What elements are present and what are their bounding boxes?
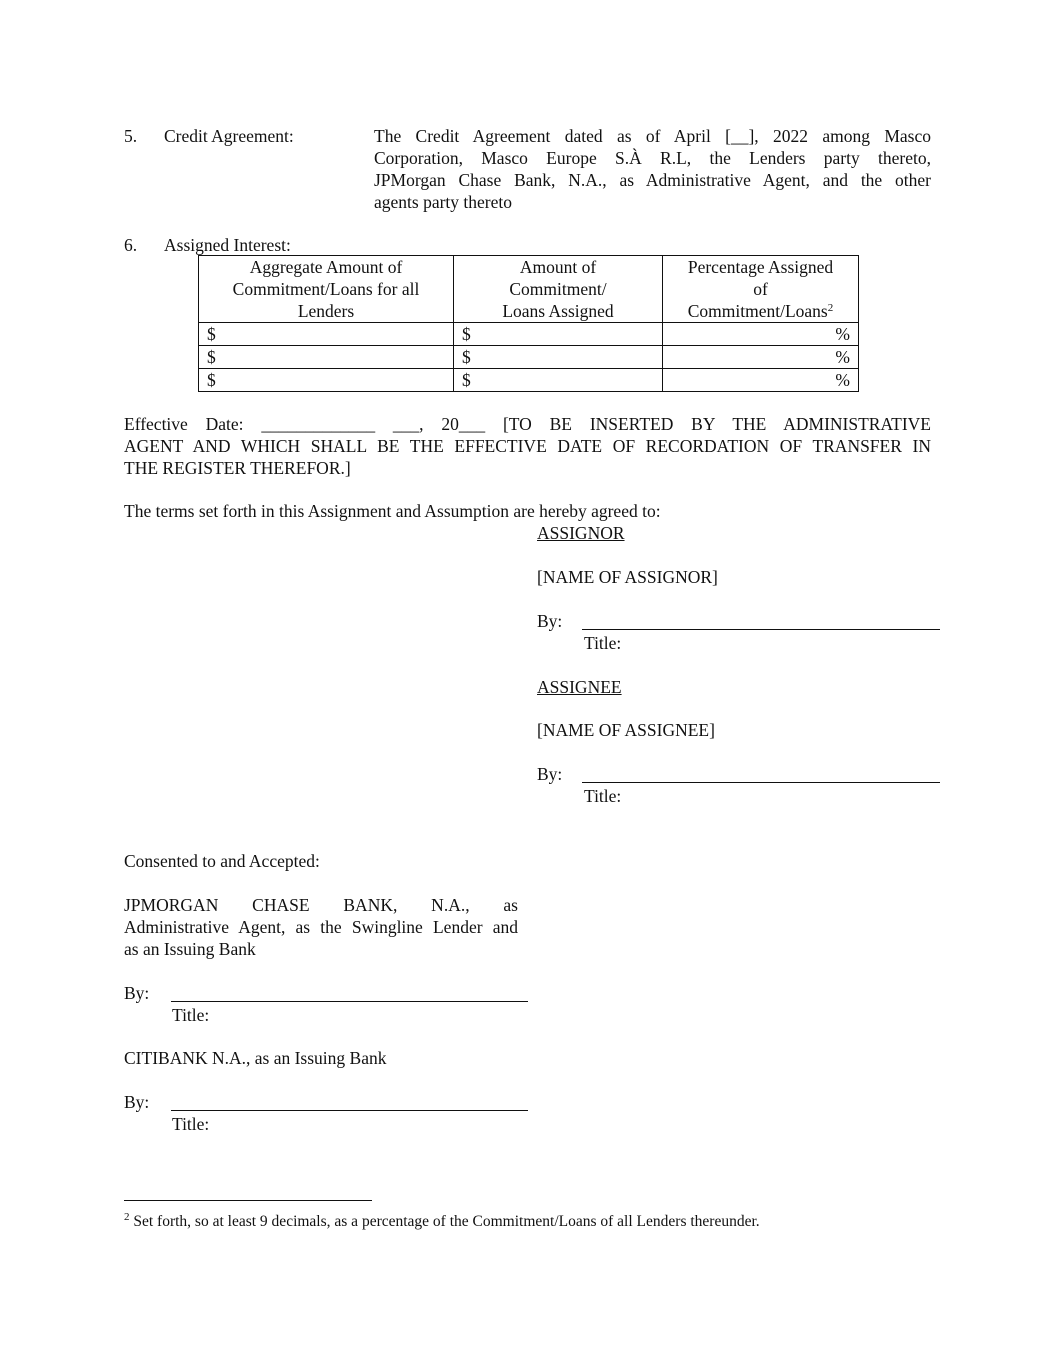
jpm-line-1: JPMORGAN CHASE BANK, N.A., as	[124, 895, 518, 915]
cell-assigned: $	[454, 323, 663, 346]
cell-percentage: %	[663, 346, 859, 369]
assignee-name: [NAME OF ASSIGNEE]	[537, 720, 715, 740]
jpm-title-label: Title:	[172, 1005, 210, 1025]
citi-name: CITIBANK N.A., as an Issuing Bank	[124, 1048, 387, 1068]
citi-by-label: By:	[124, 1092, 150, 1112]
credit-agreement-line-3: JPMorgan Chase Bank, N.A., as Administrative Agent, and the other	[374, 170, 931, 190]
assigned-interest-table	[198, 255, 859, 392]
header-aggregate-line: Lenders	[297, 301, 355, 321]
citi-signature-line[interactable]	[171, 1110, 528, 1111]
header-amount-line: Commitment/	[509, 279, 607, 299]
assignee-heading: ASSIGNEE	[537, 677, 622, 697]
effective-date-line-3: THE REGISTER THEREFOR.]	[124, 458, 351, 478]
jpm-line-3: as an Issuing Bank	[124, 939, 256, 959]
header-aggregate	[199, 256, 454, 323]
header-aggregate-line: Aggregate Amount of	[249, 257, 403, 277]
footnote-marker: 2	[124, 1211, 130, 1223]
agreement-intro: The terms set forth in this Assignment and Assumption are hereby agreed to:	[124, 501, 661, 521]
section-6-number: 6.	[124, 235, 138, 255]
table-row	[199, 369, 859, 392]
header-amount-assigned	[454, 256, 663, 323]
footnote-text: Set forth, so at least 9 decimals, as a percentage of the Commitment/Loans of all Lenders thereunder.	[129, 1213, 760, 1230]
effective-date-line-1: Effective Date: _____________ ___, 20___ [TO BE INSERTED BY THE ADMINISTRATIVE	[124, 414, 931, 434]
citi-title-label: Title:	[172, 1114, 210, 1134]
footnote	[124, 1211, 760, 1233]
jpm-signature-line[interactable]	[171, 1001, 528, 1002]
table-row	[199, 346, 859, 369]
section-6-label: Assigned Interest:	[164, 235, 291, 255]
header-percentage-line: Percentage Assigned	[687, 257, 834, 277]
credit-agreement-line-1: The Credit Agreement dated as of April [__], 2022 among Masco	[374, 126, 931, 146]
credit-agreement-line-4: agents party thereto	[374, 192, 513, 212]
header-percentage-text: Commitment/Loans	[687, 301, 828, 321]
assignor-by-label: By:	[537, 611, 563, 631]
section-5-label: Credit Agreement:	[164, 126, 294, 146]
table-header-row	[199, 256, 859, 323]
jpm-by-label: By:	[124, 983, 150, 1003]
assignee-signature-line[interactable]	[582, 782, 940, 783]
footnote-ref-2: 2	[827, 302, 834, 314]
cell-aggregate: $	[199, 323, 454, 346]
header-aggregate-line: Commitment/Loans for all	[232, 279, 420, 299]
section-5-number: 5.	[124, 126, 138, 146]
header-amount-line: Loans Assigned	[502, 301, 614, 321]
cell-percentage: %	[663, 323, 859, 346]
header-percentage-line: of	[753, 279, 768, 299]
cell-assigned: $	[454, 346, 663, 369]
credit-agreement-line-2: Corporation, Masco Europe S.À R.L, the Lenders party thereto,	[374, 148, 931, 168]
consent-heading: Consented to and Accepted:	[124, 851, 320, 871]
header-amount-line: Amount of	[519, 257, 597, 277]
effective-date-line-2: AGENT AND WHICH SHALL BE THE EFFECTIVE DATE OF RECORDATION OF TRANSFER IN	[124, 436, 931, 456]
assignor-heading: ASSIGNOR	[537, 523, 625, 543]
jpm-line-2: Administrative Agent, as the Swingline Lender and	[124, 917, 518, 937]
header-percentage-line	[671, 300, 850, 322]
cell-percentage: %	[663, 369, 859, 392]
cell-aggregate: $	[199, 369, 454, 392]
assignor-title-label: Title:	[584, 633, 622, 653]
footnote-separator	[124, 1200, 372, 1201]
assignee-title-label: Title:	[584, 786, 622, 806]
cell-assigned: $	[454, 369, 663, 392]
assignor-name: [NAME OF ASSIGNOR]	[537, 567, 718, 587]
assignee-by-label: By:	[537, 764, 563, 784]
cell-aggregate: $	[199, 346, 454, 369]
assignor-signature-line[interactable]	[582, 629, 940, 630]
table-row	[199, 323, 859, 346]
header-percentage	[663, 256, 859, 323]
